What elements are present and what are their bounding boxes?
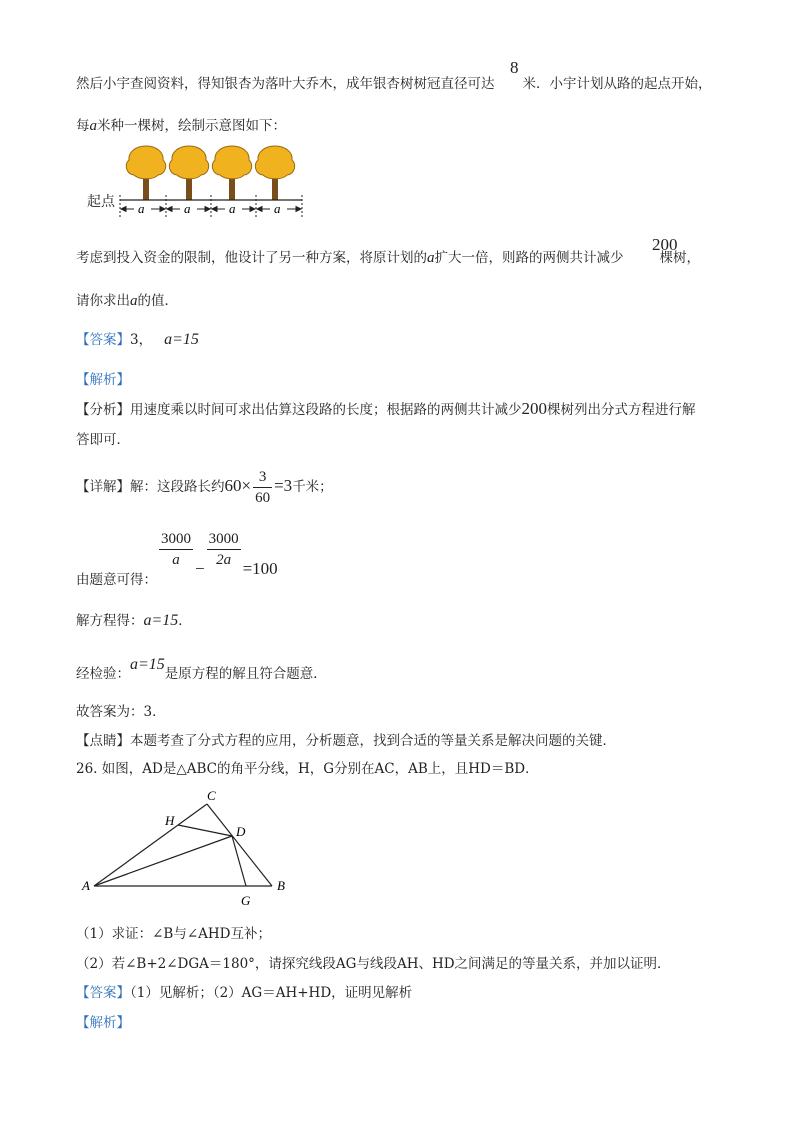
dianjing-tag: 【点睛】 [76, 733, 130, 749]
plan-line-1 [76, 249, 700, 267]
segment-AD [94, 836, 232, 886]
fenxi-text-tail: 棵树列出分式方程进行解 [547, 402, 696, 418]
fenxi-num: 200 [521, 399, 547, 418]
intro-text: 然后小宇查阅资料，得知银杏为落叶大乔木，成年银杏树树冠直径可达 [76, 76, 495, 92]
dianjing-line [76, 732, 616, 750]
var-a: a [427, 250, 435, 266]
q26-part-2: （2）若∠B+2∠DGA＝180°，请探究线段AG与线段AH、HD之间满足的等量关系，并加以证明． [76, 956, 671, 972]
plan-text-tail: 棵树， [659, 250, 700, 266]
answer-expr: a=15 [164, 331, 199, 348]
label-A: A [82, 878, 90, 893]
answer-line [76, 331, 199, 349]
label-D: D [236, 824, 246, 839]
tree-diagram [84, 140, 314, 225]
frac-num: 3 [253, 468, 272, 488]
trunk [272, 176, 278, 200]
detail-expr: a=15 [130, 656, 165, 673]
detail-eq: =3 [274, 476, 293, 495]
fenxi-line-1 [76, 400, 696, 419]
segment-label-a: a [229, 201, 236, 216]
detail-expr-a: 60× [224, 476, 252, 495]
plan-text-mid: 扩大一倍，则路的两侧共计减少 [434, 250, 624, 266]
var-a: a [89, 118, 97, 134]
q26-analysis-tag: 【解析】 [76, 1015, 130, 1031]
detail-expr: a=15 [143, 612, 179, 629]
frac-den: 60 [255, 490, 271, 506]
q26-answer-tag: 【答案】 [76, 985, 130, 1001]
detail-eq: =100 [242, 559, 278, 578]
minus-sign: − [195, 559, 205, 578]
crown [212, 146, 251, 179]
segment-HD [178, 825, 232, 836]
crown [255, 146, 294, 179]
label-H: H [165, 813, 175, 828]
frac-den: 2a [216, 552, 232, 568]
intro-line2-post: 米种一棵树，绘制示意图如下： [97, 118, 286, 134]
detail-line-1 [76, 467, 333, 507]
detail-text-tail: 是原方程的解且符合题意． [164, 666, 327, 682]
tree-2 [169, 146, 208, 200]
trunk [143, 176, 149, 200]
tree-3 [212, 146, 251, 200]
q26-answer-text: （1）见解析；（2）AG＝AH+HD，证明见解析 [130, 985, 413, 1001]
segment-AC [94, 804, 207, 886]
detail-text: 经检验： [76, 666, 130, 682]
detail-line-4 [76, 656, 327, 683]
detail-text: 由题意可得： [76, 572, 157, 588]
detail-text-tail: ． [178, 613, 192, 629]
label-C: C [207, 790, 216, 803]
triangle-figure [80, 790, 300, 910]
tree-1 [126, 146, 165, 200]
intro-line2-pre: 每 [76, 118, 90, 134]
tree-figure [84, 140, 314, 225]
answer-text: 3， [130, 332, 153, 348]
crown-diameter-value: 8 [510, 58, 519, 77]
reduced-trees-value: 200 [652, 235, 678, 254]
plan-text: 考虑到投入资金的限制，他设计了另一种方案，将原计划的 [76, 250, 427, 266]
start-point-label: 起点 [87, 194, 115, 210]
segment-label-a: a [274, 201, 281, 216]
detail-line-3 [76, 612, 192, 630]
detail-line-2 [76, 530, 278, 600]
crown [126, 146, 165, 179]
trunk [186, 176, 192, 200]
fraction-3-over-60 [253, 468, 272, 507]
fraction-3000-over-2a [207, 530, 241, 569]
intro-line-1 [76, 75, 712, 93]
crown [169, 146, 208, 179]
frac-num: 3000 [159, 530, 193, 550]
segment-label-a: a [184, 201, 191, 216]
detail-tag: 【详解】 [76, 479, 130, 495]
label-G: G [241, 893, 251, 908]
label-B: B [277, 878, 285, 893]
triangle-diagram [80, 790, 300, 910]
fraction-3000-over-a [159, 530, 193, 569]
plan-line2-post: 的值． [137, 293, 178, 309]
tree-4 [255, 146, 294, 200]
fenxi-text: 用速度乘以时间可求出估算这段路的长度；根据路的两侧共计减少 [130, 402, 522, 418]
q26-answer-line [76, 984, 412, 1002]
fenxi-line-2: 答即可． [76, 432, 130, 448]
detail-line-5: 故答案为：3． [76, 704, 166, 720]
plan-line2-pre: 请你求出 [76, 293, 130, 309]
intro-text-tail: 米．小宇计划从路的起点开始， [522, 76, 712, 92]
detail-text: 解：这段路长约 [130, 479, 225, 495]
trunk [229, 176, 235, 200]
plan-line-2 [76, 292, 178, 310]
frac-den: a [172, 552, 180, 568]
segment-CB [207, 804, 272, 886]
q26-part-1: （1）求证：∠B与∠AHD互补； [76, 926, 271, 942]
analysis-tag: 【解析】 [76, 372, 130, 388]
fenxi-tag: 【分析】 [76, 402, 130, 418]
answer-tag: 【答案】 [76, 332, 130, 348]
detail-unit: 千米； [292, 479, 333, 495]
q26-line: 26. 如图，AD是△ABC的角平分线，H，G分别在AC，AB上，且HD＝BD． [76, 761, 539, 777]
frac-num: 3000 [207, 530, 241, 550]
intro-line-2 [76, 117, 286, 135]
var-a: a [130, 293, 138, 309]
detail-text: 解方程得： [76, 613, 144, 629]
segment-label-a: a [138, 201, 145, 216]
dianjing-text: 本题考查了分式方程的应用，分析题意，找到合适的等量关系是解决问题的关键． [130, 733, 616, 749]
